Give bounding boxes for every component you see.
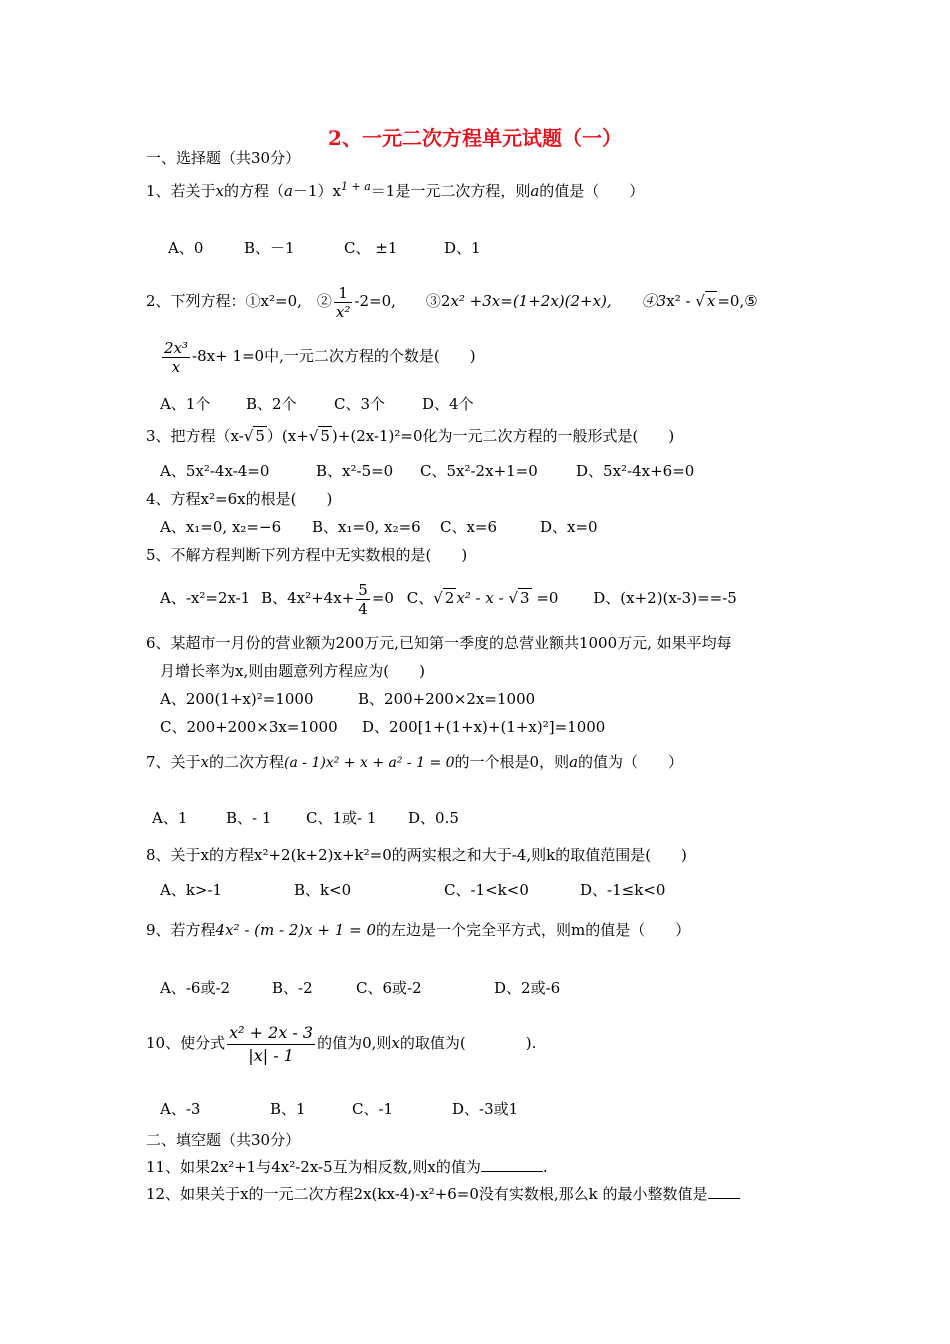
question-4-option-b: B、x₁=0, x₂=6 (312, 518, 421, 536)
question-9-option-a: A、-6或-2 (160, 979, 231, 997)
question-6-option-d: D、200[1+(1+x)+(1+x)²]=1000 (362, 718, 606, 736)
question-7-stem: 7、关于x的二次方程(a - 1)x² + x + a² - 1 = 0的一个根是0，则a的值为（ ） (146, 753, 684, 771)
question-4-stem: 4、方程x²=6x的根是( ) (146, 490, 333, 508)
question-3-option-d: D、5x²-4x+6=0 (576, 462, 695, 480)
question-3-option-b: B、x²-5=0 (316, 462, 394, 480)
question-2-option-b: B、2个 (246, 395, 297, 413)
question-1-option-b: B、－1 (244, 239, 295, 257)
question-2-line-2: $\frac{\text{2x³}}{x}$ -8x+ 1=0中,一元二次方程的个数是( ) (164, 338, 476, 376)
question-8-stem: 8、关于x的方程x²+2(k+2)x+k²=0的两实根之和大于-4,则k的取值范围是( ) (146, 846, 687, 864)
page-title: 2、一元二次方程单元试题（一） (328, 126, 622, 150)
question-12: 12、如果关于x的一元二次方程2x(kx-4)-x²+6=0没有实数根,那么k 的最小整数值是 (146, 1184, 740, 1204)
question-6-option-b: B、200+200×2x=1000 (358, 690, 536, 708)
question-11: 11、如果2x²+1与4x²-2x-5互为相反数,则x的值为 . (146, 1158, 548, 1176)
question-10-option-b: B、1 (270, 1100, 306, 1118)
question-5-stem: 5、不解方程判断下列方程中无实数根的是( ) (146, 546, 468, 564)
question-5-option-a: A、-x²=2x-1 (160, 589, 251, 607)
question-8-option-d: D、-1≤k<0 (580, 881, 666, 899)
question-4-option-c: C、x=6 (440, 518, 498, 536)
question-1-stem: 1、若关于x的方程$(a-1)x^{1 + a}=1$是一元二次方程，则a的值是（ ） (146, 180, 645, 200)
question-1-option-c: C、 ±1 (344, 239, 398, 257)
answer-blank[interactable] (708, 1184, 740, 1199)
answer-blank[interactable] (481, 1157, 543, 1172)
question-10-option-a: A、-3 (160, 1100, 201, 1118)
question-9-stem: 9、若方程4x² - (m - 2)x + 1 = 0的左边是一个完全平方式，则m的值是（ ） (146, 921, 691, 939)
question-8-option-a: A、k>-1 (160, 881, 223, 899)
question-7-option-a: A、1 (152, 809, 188, 827)
section-heading-fill: 二、填空题（共30分） (146, 1131, 301, 1149)
question-5-option-d: D、(x+2)(x-3)==-5 (593, 589, 737, 607)
question-1-option-a: A、0 (168, 239, 204, 257)
question-9-option-c: C、6或-2 (356, 979, 422, 997)
question-4-option-a: A、x₁=0, x₂=−6 (160, 518, 282, 536)
question-10-stem: 10、使分式 $\frac{\text{x² + 2x - 3}}{|x| - 1}$ 的值为0,则x的取值为( ). (146, 1022, 537, 1065)
question-8-option-c: C、-1<k<0 (444, 881, 529, 899)
question-6-option-a: A、200(1+x)²=1000 (160, 690, 314, 708)
question-2-option-a: A、1个 (160, 395, 211, 413)
question-2-option-d: D、4个 (422, 395, 474, 413)
question-4-option-d: D、x=0 (540, 518, 598, 536)
question-10-option-c: C、-1 (352, 1100, 394, 1118)
question-5-options (160, 578, 737, 618)
question-5-option-c: C、√ 2 x² - x - √ 3 =0 (406, 589, 559, 607)
question-2-line-1: 2、下列方程：①x²=0, ② $\frac{1}{\text{x²}}$ -2=0, ③2x² +3x=(1+2x)(2+x), ④3x² - √ x =0,⑤ (146, 283, 758, 321)
question-2-option-c: C、3个 (334, 395, 386, 413)
question-3-stem: 3、把方程（x-√ 5 ）(x+√ 5 )+(2x-1)²=0化为一元二次方程的一般形式是( ) (146, 427, 675, 445)
question-9-option-b: B、-2 (272, 979, 313, 997)
question-6-option-c: C、200+200×3x=1000 (160, 718, 338, 736)
question-3-option-c: C、5x²-2x+1=0 (420, 462, 538, 480)
question-5-option-b: B、4x²+4x+ $\frac{5}{4}$ =0 (261, 580, 394, 618)
question-7-option-c: C、1或- 1 (306, 809, 377, 827)
section-heading-choice: 一、选择题（共30分） (146, 149, 301, 167)
question-3-option-a: A、5x²-4x-4=0 (160, 462, 270, 480)
question-6-line-2: 月增长率为x,则由题意列方程应为( ) (160, 662, 425, 680)
question-6-line-1: 6、某超市一月份的营业额为200万元,已知第一季度的总营业额共1000万元, 如果平均每 (146, 634, 732, 652)
question-7-option-d: D、0.5 (408, 809, 459, 827)
question-10-option-d: D、-3或1 (452, 1100, 519, 1118)
question-9-option-d: D、2或-6 (494, 979, 561, 997)
question-8-option-b: B、k<0 (294, 881, 352, 899)
question-7-option-b: B、- 1 (226, 809, 272, 827)
question-1-option-d: D、1 (444, 239, 481, 257)
